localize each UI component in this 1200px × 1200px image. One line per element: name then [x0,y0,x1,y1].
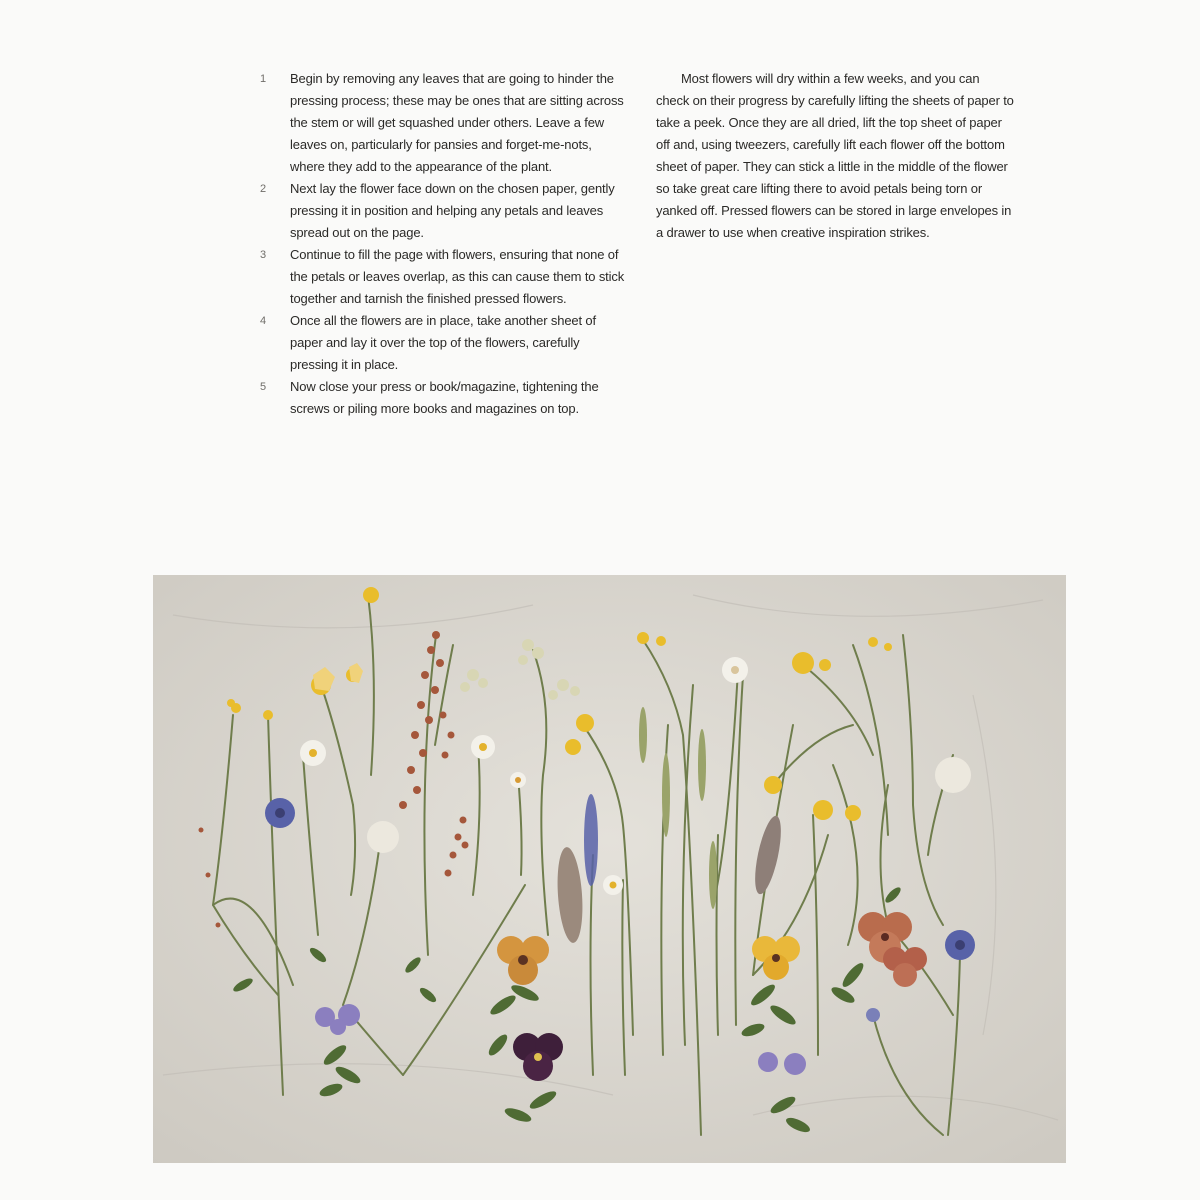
step-number: 5 [260,381,267,393]
step-text: Next lay the flower face down on the chosen paper, gently pressing it in position and helping any petals and leaves spread out on the page. [290,181,615,240]
pressed-flowers-photo [153,575,1066,1163]
step-item [260,310,625,376]
step-item [260,178,625,244]
step-item [260,376,625,420]
linen-background [153,575,1066,1163]
step-number: 3 [260,249,267,261]
step-number: 2 [260,183,267,195]
step-number: 1 [260,73,267,85]
step-text: Continue to fill the page with flowers, ensuring that none of the petals or leaves overlap, as this can cause them to stick together and tarnish the finished pressed flowers. [290,247,625,306]
drying-paragraph: Most flowers will dry within a few weeks, and you can check on their progress by carefully lifting the sheets of paper to take a peek. Once they are all dried, lift the top sheet of paper off and, using tweezers, carefully lift each flower off the bottom sheet of paper. They can stick a little in the middle of the flower so take great care lifting there to avoid petals being torn or yanked off. Pressed flowers can be stored in large envelopes in a drawer to use when creative inspiration strikes. [656,71,1014,240]
step-item [260,244,625,310]
step-number: 4 [260,315,267,327]
step-item [260,68,625,178]
step-text: Begin by removing any leaves that are going to hinder the pressing process; these may be ones that are sitting across the stem or will get squashed under others. Leave a few leaves on, particularly for pansies and forget-me-nots, where they add to the appearance of the plant. [290,71,624,174]
pressed-flowers-illustration [153,575,1066,1163]
steps-list [260,68,625,420]
step-text: Now close your press or book/magazine, tightening the screws or piling more books and magazines on top. [290,379,599,416]
step-text: Once all the flowers are in place, take another sheet of paper and lay it over the top of the flowers, carefully pressing it in place. [290,313,596,372]
